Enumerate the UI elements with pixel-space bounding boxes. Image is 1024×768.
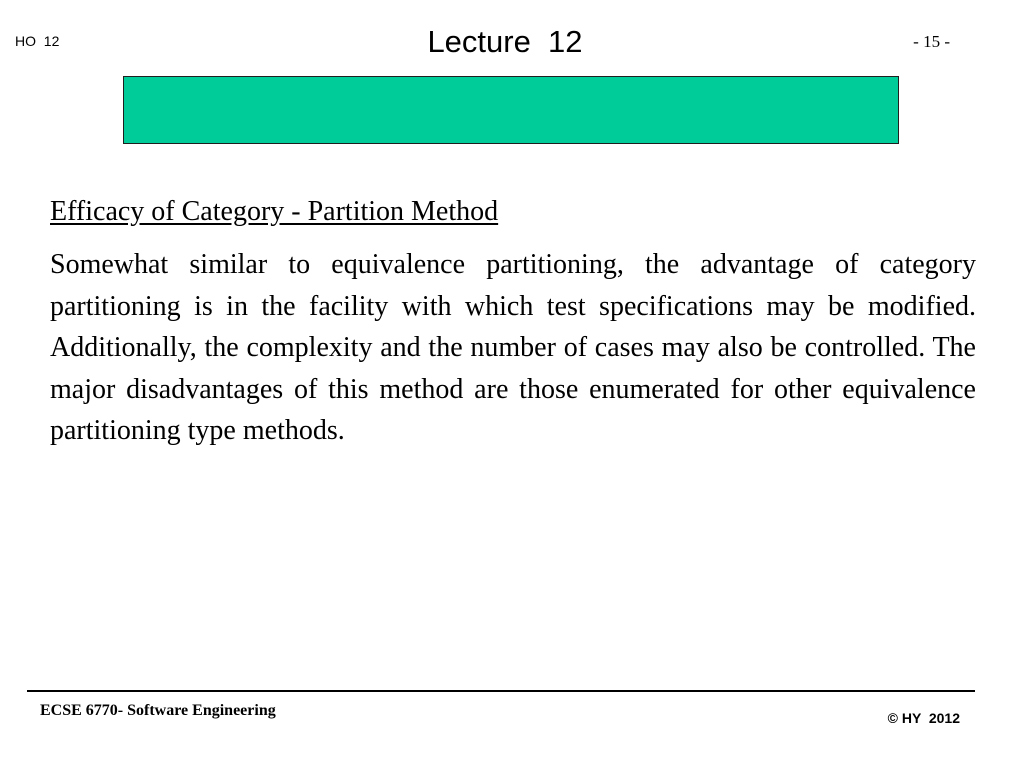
copyright-notice: © HY 2012: [887, 710, 960, 726]
title-banner: [123, 76, 899, 144]
handout-number: HO 12: [15, 33, 60, 49]
course-name: ECSE 6770- Software Engineering: [40, 702, 276, 719]
body-paragraph: Somewhat similar to equivalence partitioning, the advantage of category partitioning is in the facility with which test specifications may be modified. Additionally, the complexity and the number of cases may also be controlled. The major disadvantages of this method are those enumerated for other equivalence partitioning type methods.: [50, 249, 976, 446]
slide-content: [50, 192, 976, 452]
lecture-title: Lecture 12: [427, 24, 583, 59]
footer-divider: [27, 690, 975, 692]
section-heading: Efficacy of Category - Partition Method: [50, 196, 499, 227]
page-number: - 15 -: [913, 32, 950, 51]
